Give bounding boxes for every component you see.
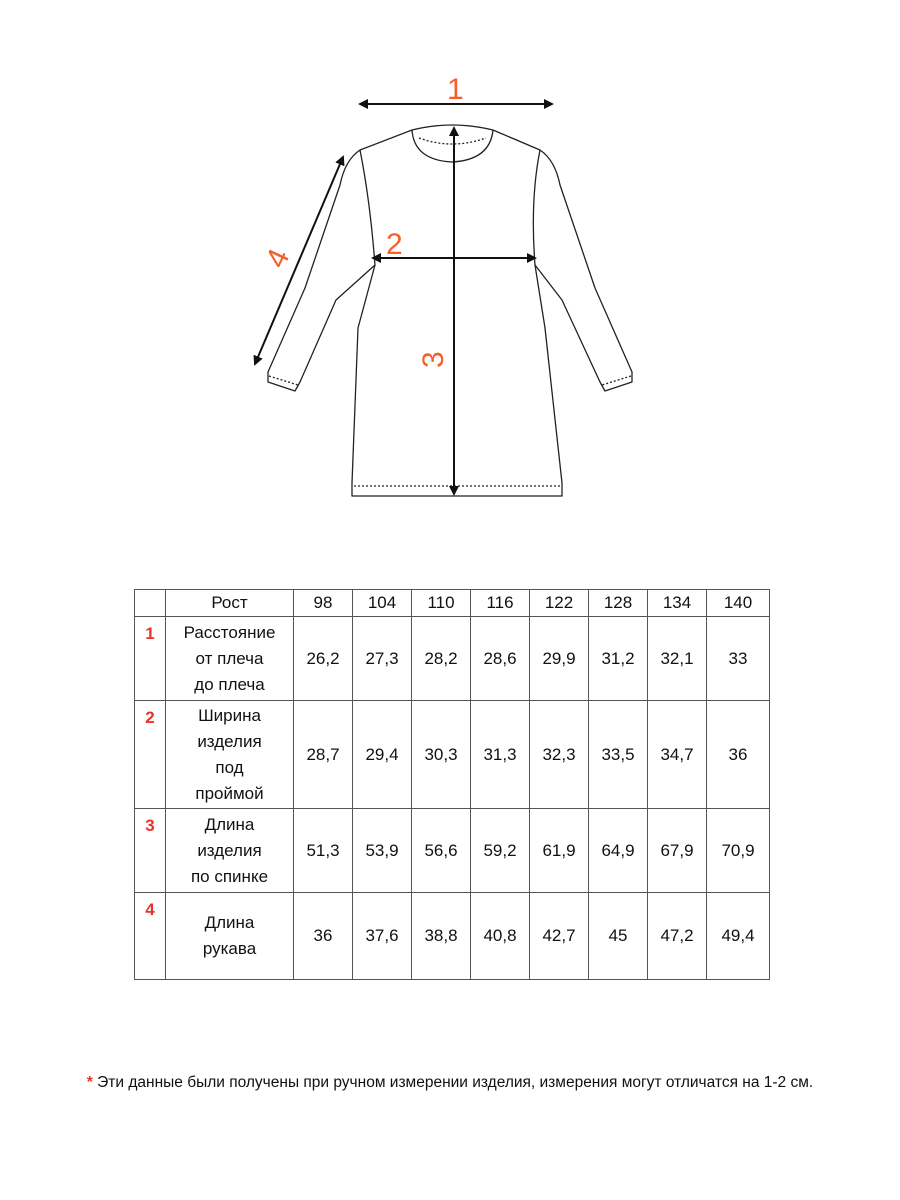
table-body xyxy=(135,590,770,980)
row-label-line: изделия xyxy=(197,731,262,751)
header-size-140: 140 xyxy=(707,590,770,617)
value-cell: 30,3 xyxy=(412,701,471,809)
value-cell: 45 xyxy=(589,893,648,980)
row-label xyxy=(166,893,294,980)
value-cell: 47,2 xyxy=(648,893,707,980)
value-cell: 28,7 xyxy=(294,701,353,809)
marker-2: 2 xyxy=(386,228,403,261)
header-size-104: 104 xyxy=(353,590,412,617)
row-number: 1 xyxy=(135,617,166,701)
value-cell: 28,2 xyxy=(412,617,471,701)
row-label-line: рукава xyxy=(202,939,257,958)
footnote-text: Эти данные были получены при ручном измерении изделия, измерения могут отличатся на 1-2 см. xyxy=(92,1074,814,1091)
row-label-line: от плеча xyxy=(195,648,264,668)
table-row xyxy=(135,701,770,809)
row-number: 2 xyxy=(135,701,166,809)
value-cell: 59,2 xyxy=(471,809,530,893)
marker-3: 3 xyxy=(417,351,450,368)
value-cell: 29,4 xyxy=(353,701,412,809)
table-row xyxy=(135,893,770,980)
value-cell: 32,3 xyxy=(530,701,589,809)
value-cell: 70,9 xyxy=(707,809,770,893)
value-cell: 27,3 xyxy=(353,617,412,701)
value-cell: 34,7 xyxy=(648,701,707,809)
value-cell: 61,9 xyxy=(530,809,589,893)
value-cell: 29,9 xyxy=(530,617,589,701)
table-header-row xyxy=(135,590,770,617)
value-cell: 36 xyxy=(707,701,770,809)
header-size-134: 134 xyxy=(648,590,707,617)
value-cell: 36 xyxy=(294,893,353,980)
value-cell: 53,9 xyxy=(353,809,412,893)
value-cell: 67,9 xyxy=(648,809,707,893)
value-cell: 33 xyxy=(707,617,770,701)
row-number: 3 xyxy=(135,809,166,893)
measurement-labels xyxy=(259,73,463,368)
value-cell: 28,6 xyxy=(471,617,530,701)
row-label xyxy=(166,809,294,893)
row-label-line: Длина xyxy=(204,913,255,932)
row-label-line: Ширина xyxy=(198,705,261,725)
garment-diagram xyxy=(0,0,900,540)
value-cell: 26,2 xyxy=(294,617,353,701)
header-empty-cell xyxy=(135,590,166,617)
marker-4: 4 xyxy=(259,243,297,273)
row-label-line: по спинке xyxy=(190,866,269,886)
header-size-98: 98 xyxy=(294,590,353,617)
dress-outline xyxy=(268,125,632,496)
value-cell: 32,1 xyxy=(648,617,707,701)
value-cell: 31,3 xyxy=(471,701,530,809)
row-label-line: Расстояние xyxy=(183,622,276,642)
table-row xyxy=(135,809,770,893)
value-cell: 64,9 xyxy=(589,809,648,893)
header-height-label: Рост xyxy=(166,590,294,617)
size-table xyxy=(134,589,770,980)
value-cell: 38,8 xyxy=(412,893,471,980)
value-cell: 56,6 xyxy=(412,809,471,893)
row-label xyxy=(166,701,294,809)
row-number: 4 xyxy=(135,893,166,980)
footnote-star: * xyxy=(86,1074,93,1091)
header-size-122: 122 xyxy=(530,590,589,617)
row-label-line: проймой xyxy=(195,783,264,803)
value-cell: 31,2 xyxy=(589,617,648,701)
value-cell: 42,7 xyxy=(530,893,589,980)
value-cell: 51,3 xyxy=(294,809,353,893)
header-size-128: 128 xyxy=(589,590,648,617)
header-size-110: 110 xyxy=(412,590,471,617)
row-label-line: до плеча xyxy=(194,674,265,694)
value-cell: 49,4 xyxy=(707,893,770,980)
value-cell: 33,5 xyxy=(589,701,648,809)
marker-1: 1 xyxy=(447,73,464,106)
footnote xyxy=(0,1074,900,1092)
table-row xyxy=(135,617,770,701)
row-label xyxy=(166,617,294,701)
row-label-line: Длина xyxy=(204,814,255,834)
value-cell: 40,8 xyxy=(471,893,530,980)
value-cell: 37,6 xyxy=(353,893,412,980)
row-label-line: изделия xyxy=(197,840,262,860)
row-label-line: под xyxy=(215,757,244,777)
header-size-116: 116 xyxy=(471,590,530,617)
